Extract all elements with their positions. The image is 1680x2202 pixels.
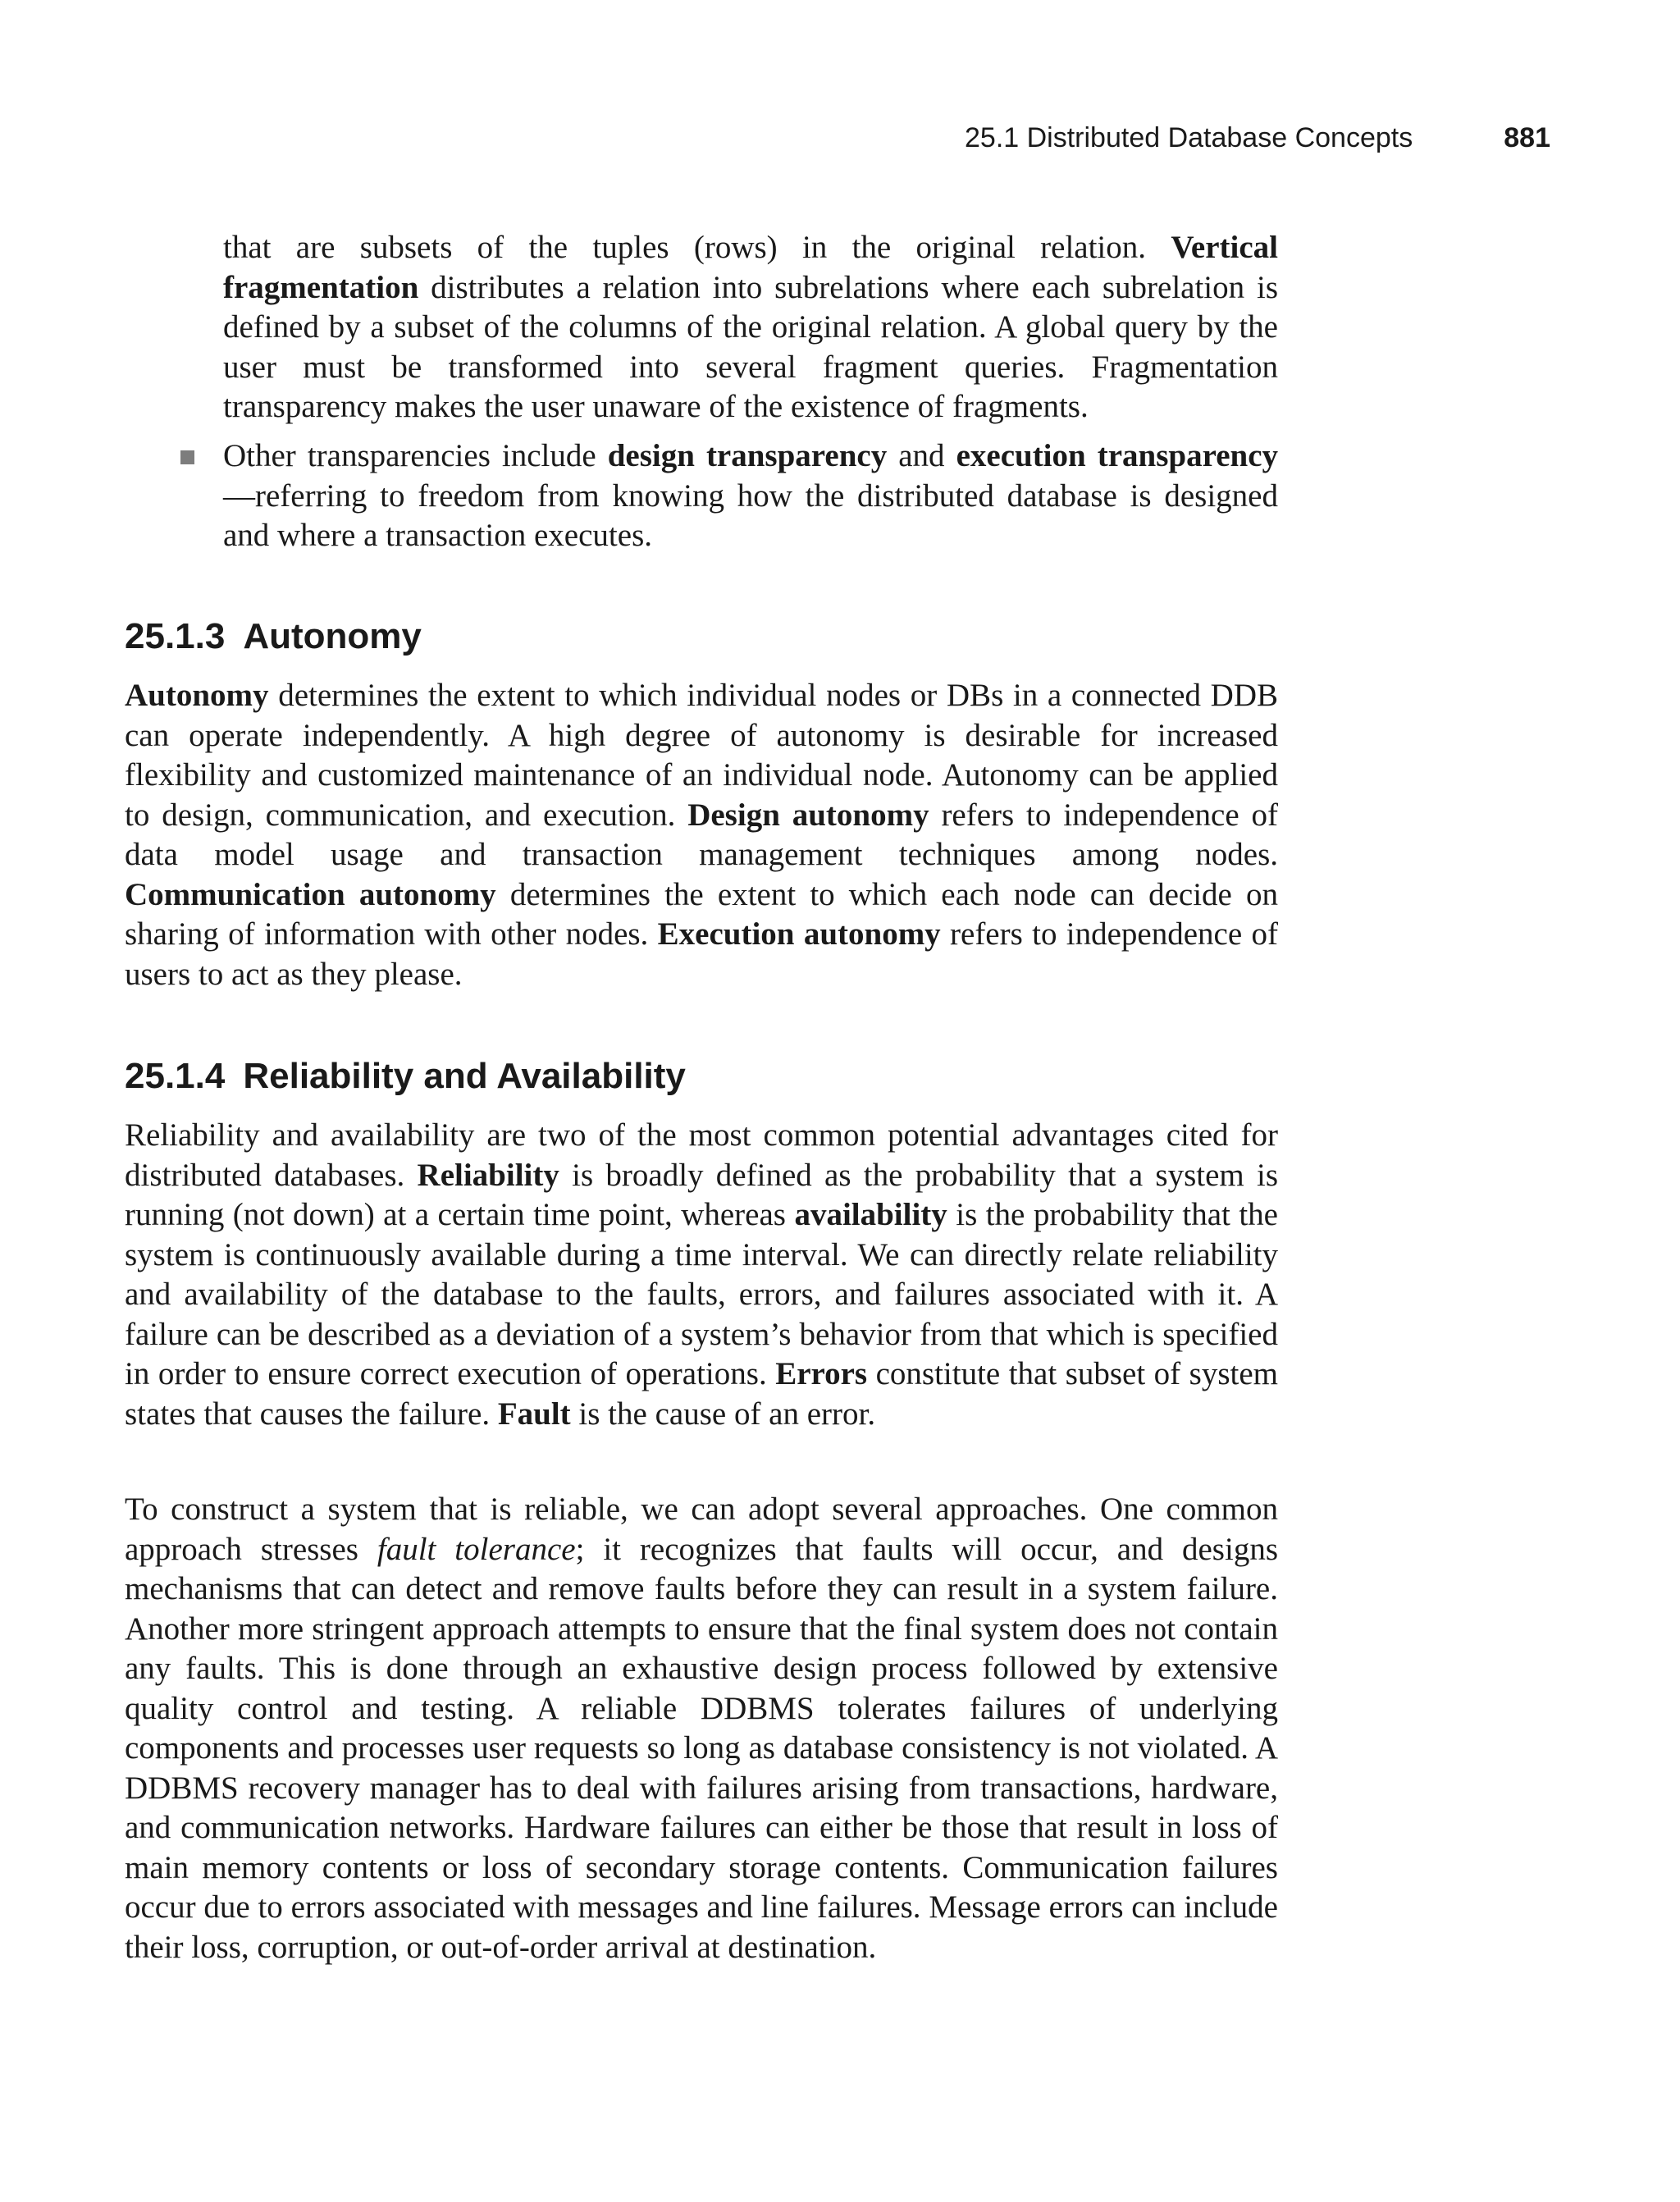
section-heading-autonomy bbox=[125, 614, 422, 660]
paragraph-reliability-2: To construct a system that is reliable, we can adopt several approaches. One common approach stresses fault tolerance; it recognizes that faults will occur, and designs mechanisms that can detect and remove faults before they can result in a system failure. Another more stringent approach attempts to ensure that the final system does not contain any faults. This is done through an exhaustive design process followed by extensive quality control and testing. A reliable DDBMS tolerates failures of underlying components and processes user requests so long as database consistency is not violated. A DDBMS recovery manager has to deal with failures arising from transactions, hardware, and communication networks. Hardware failures can either be those that result in loss of main memory contents or loss of secondary storage contents. Communication failures occur due to errors associated with messages and line failures. Message errors can include their loss, corruption, or out-of-order arrival at destination. bbox=[125, 1492, 1278, 1965]
continued-list-item: that are subsets of the tuples (rows) in the original relation. Vertical fragmentation distributes a relation into subrelations where each subrelation is defined by a subset of the columns of the original relation. A global query by the user must be transformed into several fragment queries. Fragmentation transparency makes the user unaware of the existence of fragments. bbox=[223, 230, 1278, 424]
page-number: 881 bbox=[1504, 122, 1550, 153]
term-availability: availability bbox=[794, 1197, 947, 1232]
term-reliability: Reliability bbox=[417, 1157, 559, 1193]
section-title: Reliability and Availability bbox=[243, 1056, 686, 1096]
section-number: 25.1.4 bbox=[125, 1056, 226, 1096]
section-heading-reliability bbox=[125, 1053, 686, 1099]
running-head-section: 25.1 Distributed Database Concepts bbox=[965, 122, 1413, 153]
term-execution-autonomy: Execution autonomy bbox=[657, 916, 941, 952]
section-title: Autonomy bbox=[243, 616, 422, 656]
term-execution-transparency: execution transparency bbox=[956, 438, 1279, 473]
list-item-text: Other transparencies include design transparency and execution transparency—referring to freedom from knowing how the distributed database is designed and where a transaction executes. bbox=[223, 438, 1279, 553]
term-design-transparency: design transparency bbox=[607, 438, 888, 473]
term-communication-autonomy: Communication autonomy bbox=[125, 876, 496, 912]
square-bullet-icon bbox=[180, 450, 194, 464]
section-number: 25.1.3 bbox=[125, 616, 226, 656]
term-design-autonomy: Design autonomy bbox=[687, 797, 929, 833]
term-fault: Fault bbox=[497, 1396, 571, 1432]
term-errors: Errors bbox=[775, 1356, 868, 1391]
paragraph-reliability-1: Reliability and availability are two of the most common potential advantages cited for distributed databases. Reliability is broadly defined as the probability that a system is running (not down) at a certain time point, whereas availability is the probability that the system is continuously available during a time interval. We can directly relate reliability and availability of the database to the faults, errors, and failures associated with it. A failure can be described as a deviation of a system’s behavior from that which is specified in order to ensure correct execution of operations. Errors constitute that subset of system states that causes the failure. Fault is the cause of an error. bbox=[125, 1117, 1279, 1432]
list-item bbox=[223, 436, 1278, 556]
paragraph-autonomy: Autonomy determines the extent to which individual nodes or DBs in a connected DDB can operate independently. A high degree of autonomy is desirable for increased flexibility and customized maintenance of an individual node. Autonomy can be applied to design, communication, and execution. Design autonomy refers to independence of data model usage and transaction management techniques among nodes. Communication autonomy determines the extent to which each node can decide on sharing of information with other nodes. Execution autonomy refers to independence of users to act as they please. bbox=[125, 678, 1278, 992]
term-vertical-fragmentation: Vertical fragmentation bbox=[223, 230, 1278, 305]
term-autonomy: Autonomy bbox=[125, 678, 269, 713]
term-fault-tolerance: fault tolerance bbox=[377, 1531, 576, 1567]
